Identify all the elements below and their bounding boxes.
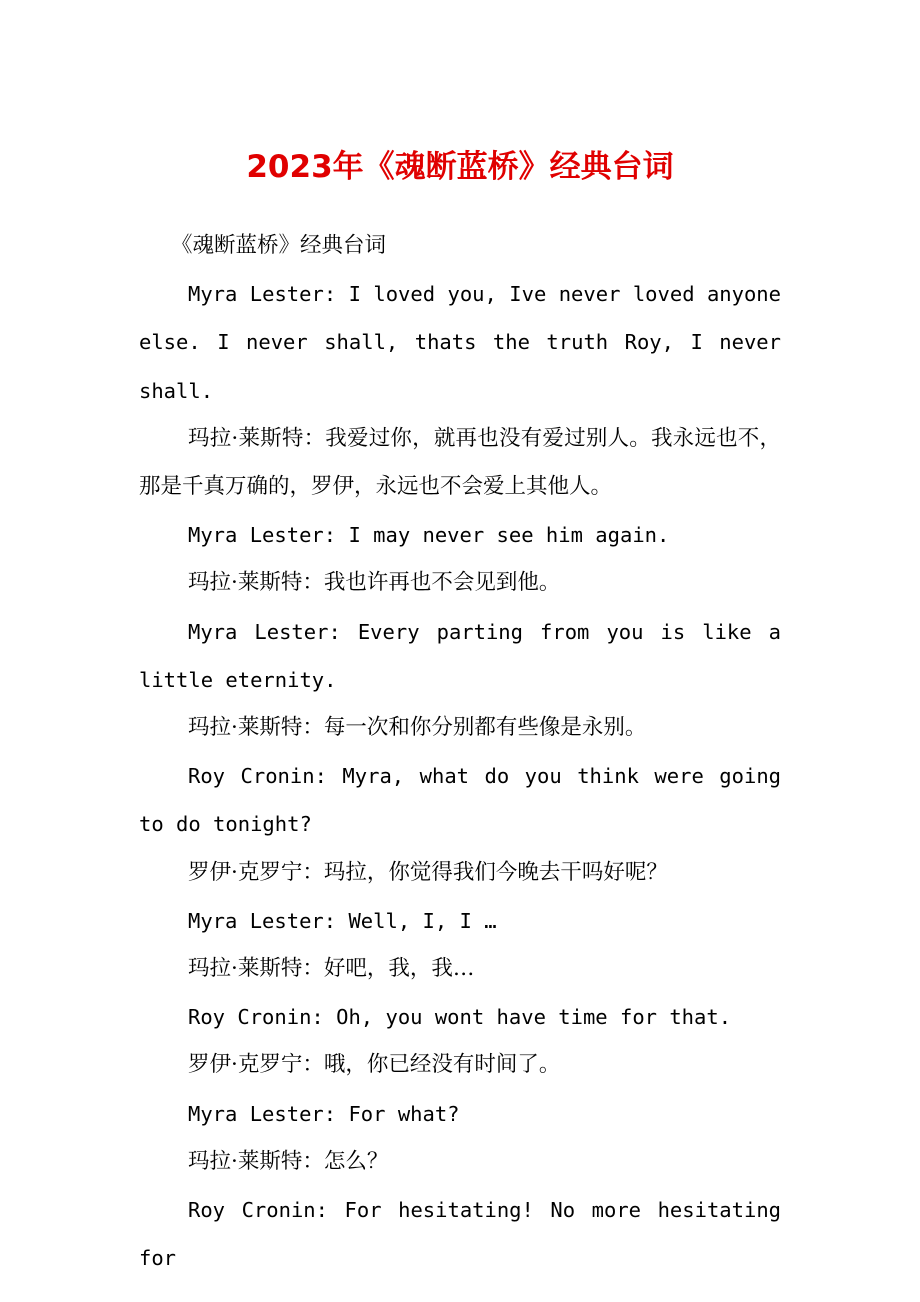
- paragraph: Myra Lester: Well, I, I …: [188, 908, 497, 933]
- paragraph: 玛拉·莱斯特：好吧，我，我…: [188, 956, 475, 982]
- paragraph: Myra Lester: I loved you, Ive never loved anyone else. I never shall, thats the truth Roy, I never shall.: [139, 282, 781, 403]
- paragraph: Roy Cronin: Oh, you wont have time for that.: [188, 1005, 732, 1030]
- paragraph: Myra Lester: For what?: [188, 1101, 460, 1126]
- paragraph: 玛拉·莱斯特：我也许再也不会见到他。: [188, 570, 561, 596]
- paragraph: 罗伊·克罗宁：玛拉，你觉得我们今晚去干吗好呢？: [188, 859, 668, 885]
- paragraph: 玛拉·莱斯特：怎么？: [188, 1148, 389, 1174]
- document-body: [139, 222, 781, 1282]
- paragraph: 罗伊·克罗宁：哦，你已经没有时间了。: [188, 1052, 561, 1078]
- document-title: 2023年《魂断蓝桥》经典台词: [246, 149, 674, 185]
- paragraph: Myra Lester: Every parting from you is like a little eternity.: [139, 619, 781, 692]
- paragraph: 玛拉·莱斯特：我爱过你，就再也没有爱过别人。我永远也不，那是千真万确的，罗伊，永远也不会爱上其他人。: [139, 425, 781, 500]
- paragraph: 《魂断蓝桥》经典台词: [171, 233, 387, 258]
- paragraph: Roy Cronin: Myra, what do you think were going to do tonight?: [139, 764, 781, 837]
- paragraph: Myra Lester: I may never see him again.: [188, 523, 670, 548]
- paragraph: 玛拉·莱斯特：每一次和你分别都有些像是永别。: [188, 715, 647, 741]
- paragraph: Roy Cronin: For hesitating! No more hesitating for: [139, 1198, 781, 1271]
